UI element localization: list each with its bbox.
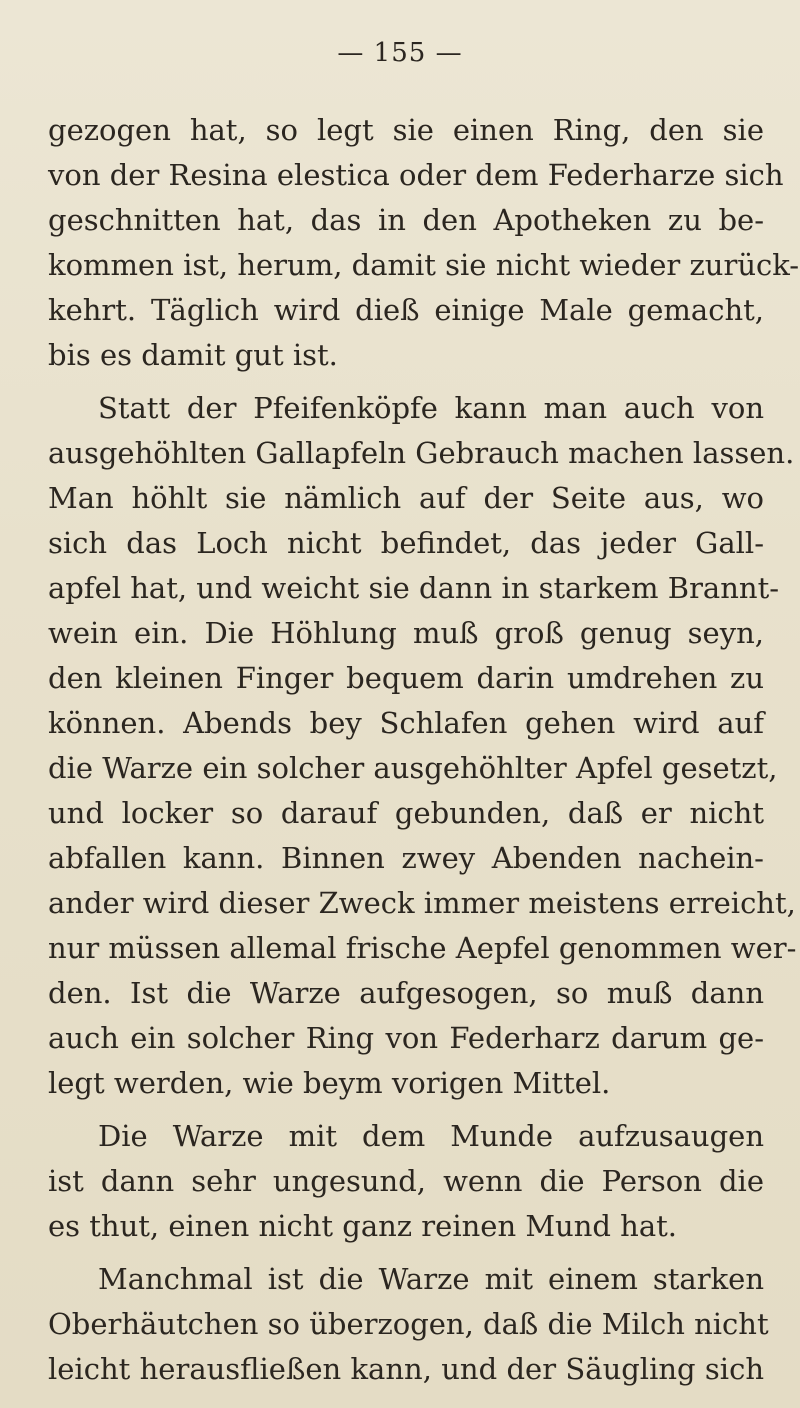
text-line: geschnitten hat, das in den Apotheken zu be- [48,203,764,237]
text-line: kommen ist, herum, damit sie nicht wieder zurück- [48,248,800,282]
text-line: von der Resina elestica oder dem Federharze sich [48,158,784,192]
text-line: Man höhlt sie nämlich auf der Seite aus, wo [48,481,764,515]
text-line: Die Warze mit dem Munde aufzusaugen [98,1119,764,1153]
text-line: Statt der Pfeifenköpfe kann man auch von [98,391,764,425]
text-line: gezogen hat, so legt sie einen Ring, den sie [48,113,764,147]
text-line: ist dann sehr ungesund, wenn die Person die [48,1164,764,1198]
paragraph-gallapfel [48,386,797,1106]
page-number [0,38,800,68]
text-line: Manchmal ist die Warze mit einem starken [98,1262,764,1296]
text-line: auch ein solcher Ring von Federharz darum ge- [48,1021,764,1055]
text-line: nur müssen allemal frische Aepfel genommen wer- [48,931,797,965]
text-line: wein ein. Die Höhlung muß groß genug seyn, [48,616,764,650]
paragraph-oberhaeutchen [48,1257,769,1392]
page-number-dash-left: — [337,38,365,68]
text-line: abfallen kann. Binnen zwey Abenden nachein- [48,841,764,875]
body-text [48,108,800,1392]
text-line: kehrt. Täglich wird dieß einige Male gemacht, [48,293,764,327]
page-number-value: 155 [373,38,427,68]
text-line: apfel hat, und weicht sie dann in starkem Brannt- [48,571,780,605]
paragraph-aufsaugen [48,1114,764,1249]
paragraph-ring-continuation [48,108,800,378]
text-line: den kleinen Finger bequem darin umdrehen zu [48,661,764,695]
text-line: Oberhäutchen so überzogen, daß die Milch nicht [48,1307,769,1341]
text-line: bis es damit gut ist. [48,338,338,372]
page-number-dash-right: — [435,38,463,68]
text-line: können. Abends bey Schlafen gehen wird auf [48,706,764,740]
text-line: ausgehöhlten Gallapfeln Gebrauch machen lassen. [48,436,795,470]
text-line: leicht herausfließen kann, und der Säugling sich [48,1352,764,1386]
text-line: die Warze ein solcher ausgehöhlter Apfel gesetzt, [48,751,778,785]
text-line: den. Ist die Warze aufgesogen, so muß dann [48,976,764,1010]
text-line: und locker so darauf gebunden, daß er nicht [48,796,764,830]
text-line: es thut, einen nicht ganz reinen Mund hat. [48,1209,678,1243]
text-line: sich das Loch nicht befindet, das jeder Gall- [48,526,764,560]
text-line: legt werden, wie beym vorigen Mittel. [48,1066,611,1100]
text-line: ander wird dieser Zweck immer meistens erreicht, [48,886,796,920]
